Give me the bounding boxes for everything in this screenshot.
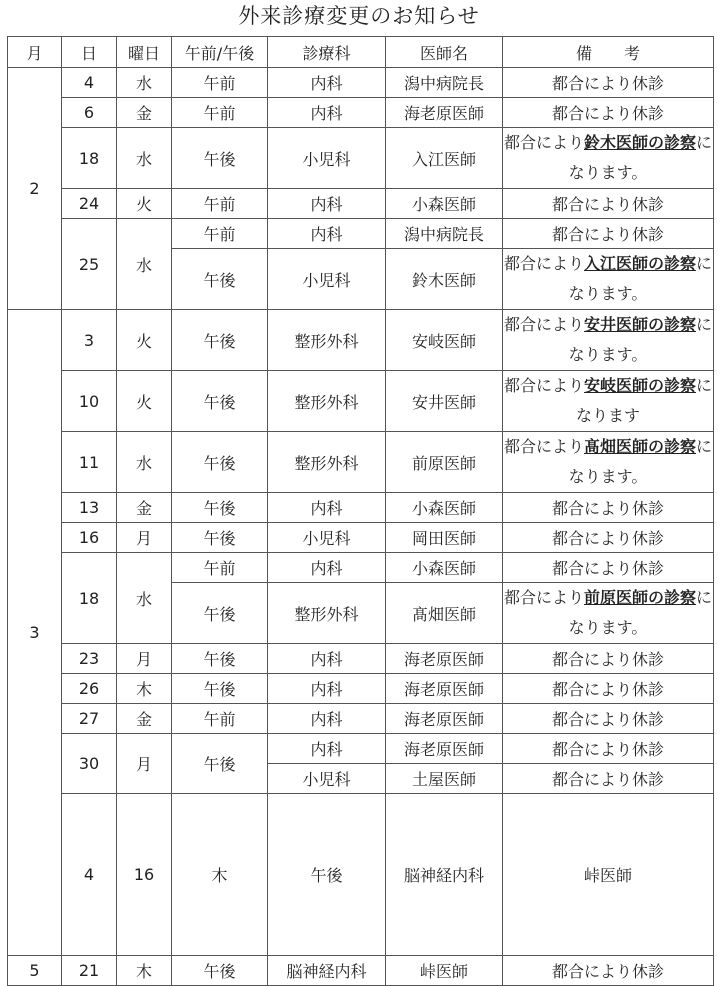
- day-cell: 10: [62, 371, 117, 432]
- weekday-cell: 木: [117, 956, 172, 986]
- substitute-doctor: 入江医師の診察: [583, 254, 696, 273]
- table-row: [8, 794, 714, 956]
- remarks-suffix: になります。: [568, 254, 713, 303]
- remarks-prefix: 都合により: [503, 315, 584, 334]
- month-cell: 2: [8, 68, 62, 310]
- department-cell: 整形外科: [268, 432, 386, 493]
- department-cell: 小児科: [268, 764, 386, 794]
- period-cell: 午前: [172, 219, 268, 249]
- remarks-cell: 都合により休診: [503, 189, 714, 219]
- remarks-cell: [503, 128, 714, 189]
- period-cell: 午後: [268, 794, 386, 956]
- remarks-prefix: 都合により: [503, 437, 584, 456]
- table-row: [8, 68, 714, 98]
- header-weekday: 曜日: [117, 37, 172, 68]
- doctor-cell: 峠医師: [386, 956, 503, 986]
- day-cell: 4: [62, 68, 117, 98]
- day-cell: 3: [62, 310, 117, 371]
- doctor-cell: 海老原医師: [386, 674, 503, 704]
- remarks-cell: 都合により休診: [503, 68, 714, 98]
- remarks-prefix: 都合により: [503, 376, 584, 395]
- remarks-prefix: 都合により: [503, 133, 584, 152]
- day-cell: 27: [62, 704, 117, 734]
- period-cell: 午前: [172, 704, 268, 734]
- table-row: [8, 310, 714, 371]
- table-row: [8, 128, 714, 189]
- month-cell: 5: [8, 956, 62, 986]
- substitute-doctor: 髙畑医師の診察: [583, 437, 696, 456]
- weekday-cell: 水: [117, 553, 172, 644]
- header-doctor: 医師名: [386, 37, 503, 68]
- doctor-cell: 小森医師: [386, 189, 503, 219]
- remarks-cell: 都合により休診: [503, 219, 714, 249]
- header-period: 午前/午後: [172, 37, 268, 68]
- remarks-suffix: になります。: [568, 315, 713, 364]
- doctor-cell: 潟中病院長: [386, 68, 503, 98]
- remarks-cell: 都合により休診: [503, 553, 714, 583]
- remarks-cell: [503, 371, 714, 432]
- weekday-cell: 金: [117, 704, 172, 734]
- remarks-prefix: 都合により: [503, 254, 584, 273]
- day-cell: 6: [62, 98, 117, 128]
- period-cell: 午後: [172, 523, 268, 553]
- department-cell: 内科: [268, 68, 386, 98]
- period-cell: 午後: [172, 644, 268, 674]
- department-cell: 脳神経内科: [268, 956, 386, 986]
- doctor-cell: 小森医師: [386, 493, 503, 523]
- remarks-suffix: になります。: [568, 437, 713, 486]
- table-row: [8, 644, 714, 674]
- day-cell: 18: [62, 128, 117, 189]
- remarks-cell: 都合により休診: [503, 644, 714, 674]
- table-row: [8, 432, 714, 493]
- department-cell: 整形外科: [268, 371, 386, 432]
- department-cell: 内科: [268, 704, 386, 734]
- doctor-cell: 潟中病院長: [386, 219, 503, 249]
- remarks-cell: 都合により休診: [503, 674, 714, 704]
- table-row: [8, 219, 714, 249]
- period-cell: 午後: [172, 371, 268, 432]
- period-cell: 午後: [172, 310, 268, 371]
- table-row: [8, 674, 714, 704]
- header-remarks: 備 考: [503, 37, 714, 68]
- remarks-cell: [503, 432, 714, 493]
- period-cell: 午後: [172, 249, 268, 310]
- department-cell: 内科: [268, 493, 386, 523]
- table-row: [8, 704, 714, 734]
- table-row: [8, 553, 714, 583]
- remarks-cell: [503, 310, 714, 371]
- weekday-cell: 水: [117, 219, 172, 310]
- day-cell: 21: [62, 956, 117, 986]
- department-cell: 内科: [268, 219, 386, 249]
- period-cell: 午前: [172, 98, 268, 128]
- remarks-cell: 都合により休診: [503, 98, 714, 128]
- doctor-cell: 海老原医師: [386, 98, 503, 128]
- department-cell: 整形外科: [268, 310, 386, 371]
- period-cell: 午後: [172, 583, 268, 644]
- period-cell: 午後: [172, 432, 268, 493]
- remarks-suffix: になります: [575, 376, 713, 425]
- month-cell: 3: [8, 310, 62, 956]
- department-cell: 小児科: [268, 128, 386, 189]
- remarks-suffix: になります。: [568, 588, 713, 637]
- doctor-cell: 前原医師: [386, 432, 503, 493]
- period-cell: 午後: [172, 674, 268, 704]
- page-title: 外来診療変更のお知らせ: [238, 4, 480, 28]
- table-row: [8, 956, 714, 986]
- weekday-cell: 金: [117, 98, 172, 128]
- table-row: [8, 734, 714, 764]
- weekday-cell: 火: [117, 189, 172, 219]
- doctor-cell: 髙畑医師: [386, 583, 503, 644]
- table-row: [8, 493, 714, 523]
- department-cell: 内科: [268, 644, 386, 674]
- day-cell: 24: [62, 189, 117, 219]
- table-row: [8, 523, 714, 553]
- remarks-cell: 都合により休診: [503, 704, 714, 734]
- weekday-cell: 月: [117, 644, 172, 674]
- table-row: [8, 371, 714, 432]
- substitute-doctor: 安井医師の診察: [583, 315, 696, 334]
- day-cell: 11: [62, 432, 117, 493]
- period-cell: 午前: [172, 553, 268, 583]
- doctor-cell: 入江医師: [386, 128, 503, 189]
- department-cell: 小児科: [268, 249, 386, 310]
- remarks-cell: [503, 583, 714, 644]
- doctor-cell: 海老原医師: [386, 644, 503, 674]
- table-row: [8, 98, 714, 128]
- department-cell: 脳神経内科: [386, 794, 503, 956]
- schedule-table: [7, 36, 714, 986]
- remarks-cell: 都合により休診: [503, 956, 714, 986]
- department-cell: 内科: [268, 553, 386, 583]
- period-cell: 午後: [172, 493, 268, 523]
- weekday-cell: 水: [117, 432, 172, 493]
- weekday-cell: 金: [117, 493, 172, 523]
- day-cell: 25: [62, 219, 117, 310]
- weekday-cell: 水: [117, 68, 172, 98]
- weekday-cell: 木: [172, 794, 268, 956]
- department-cell: 整形外科: [268, 583, 386, 644]
- doctor-cell: 海老原医師: [386, 704, 503, 734]
- day-cell: 18: [62, 553, 117, 644]
- remarks-cell: [503, 249, 714, 310]
- day-cell: 16: [117, 794, 172, 956]
- department-cell: 内科: [268, 674, 386, 704]
- remarks-suffix: になります。: [568, 133, 713, 182]
- doctor-cell: 鈴木医師: [386, 249, 503, 310]
- day-cell: 26: [62, 674, 117, 704]
- day-cell: 23: [62, 644, 117, 674]
- weekday-cell: 火: [117, 310, 172, 371]
- day-cell: 16: [62, 523, 117, 553]
- header-month: 月: [8, 37, 62, 68]
- department-cell: 小児科: [268, 523, 386, 553]
- department-cell: 内科: [268, 734, 386, 764]
- period-cell: 午後: [172, 734, 268, 794]
- period-cell: 午前: [172, 68, 268, 98]
- doctor-cell: 海老原医師: [386, 734, 503, 764]
- header-department: 診療科: [268, 37, 386, 68]
- table-row: [8, 189, 714, 219]
- weekday-cell: 水: [117, 128, 172, 189]
- weekday-cell: 木: [117, 674, 172, 704]
- substitute-doctor: 前原医師の診察: [583, 588, 696, 607]
- doctor-cell: 安井医師: [386, 371, 503, 432]
- period-cell: 午前: [172, 189, 268, 219]
- weekday-cell: 火: [117, 371, 172, 432]
- weekday-cell: 月: [117, 523, 172, 553]
- doctor-cell: 峠医師: [503, 794, 714, 956]
- remarks-cell: 都合により休診: [503, 493, 714, 523]
- header-day: 日: [62, 37, 117, 68]
- period-cell: 午後: [172, 128, 268, 189]
- remarks-cell: 都合により休診: [503, 764, 714, 794]
- substitute-doctor: 安岐医師の診察: [583, 376, 696, 395]
- period-cell: 午後: [172, 956, 268, 986]
- table-header-row: [8, 37, 714, 68]
- month-cell: 4: [62, 794, 117, 956]
- weekday-cell: 月: [117, 734, 172, 794]
- doctor-cell: 安岐医師: [386, 310, 503, 371]
- remarks-cell: 都合により休診: [503, 523, 714, 553]
- doctor-cell: 岡田医師: [386, 523, 503, 553]
- substitute-doctor: 鈴木医師の診察: [583, 133, 696, 152]
- doctor-cell: 小森医師: [386, 553, 503, 583]
- day-cell: 13: [62, 493, 117, 523]
- remarks-prefix: 都合により: [503, 588, 584, 607]
- department-cell: 内科: [268, 98, 386, 128]
- day-cell: 30: [62, 734, 117, 794]
- remarks-cell: 都合により休診: [503, 734, 714, 764]
- doctor-cell: 土屋医師: [386, 764, 503, 794]
- department-cell: 内科: [268, 189, 386, 219]
